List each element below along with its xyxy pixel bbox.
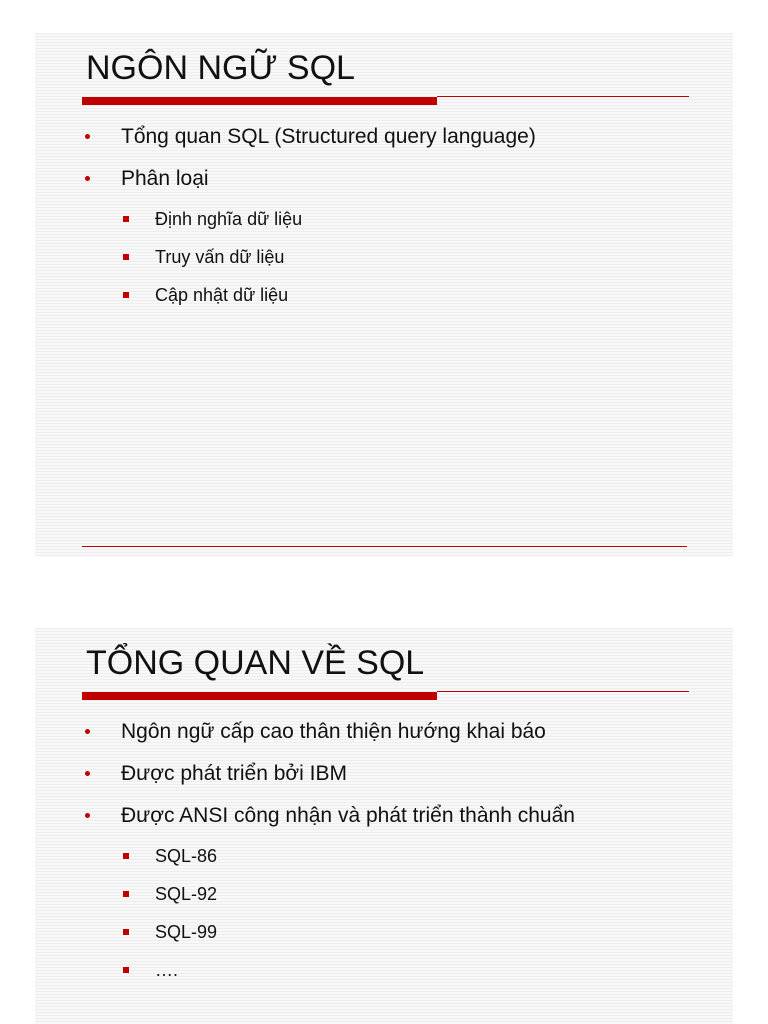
bullet-square-icon xyxy=(123,929,129,935)
bullet-square-icon xyxy=(123,853,129,859)
sub-bullet-item xyxy=(85,958,575,996)
bullet-list xyxy=(85,123,536,321)
bullet-square-icon xyxy=(123,967,129,973)
bullet-text: Được phát triển bởi IBM xyxy=(121,762,348,785)
slide-2 xyxy=(35,628,733,1024)
bullet-text: Ngôn ngữ cấp cao thân thiện hướng khai báo xyxy=(121,720,546,743)
bullet-item xyxy=(85,718,575,760)
bullet-item xyxy=(85,802,575,844)
bullet-dot-icon xyxy=(85,176,90,181)
bullet-dot-icon xyxy=(85,134,90,139)
bullet-text: Định nghĩa dữ liệu xyxy=(155,209,303,229)
slide-title: TỔNG QUAN VỀ SQL xyxy=(86,644,425,682)
sub-bullet-item xyxy=(85,283,536,321)
title-underline-thick xyxy=(82,97,437,105)
bullet-square-icon xyxy=(123,216,129,222)
bullet-item xyxy=(85,760,575,802)
bullet-text: Truy vấn dữ liệu xyxy=(155,247,285,267)
bullet-square-icon xyxy=(123,292,129,298)
slide-1 xyxy=(35,33,733,557)
sub-bullet-item xyxy=(85,920,575,958)
bullet-text: SQL-86 xyxy=(155,846,218,866)
bullet-dot-icon xyxy=(85,771,90,776)
title-underline-thin xyxy=(437,96,689,97)
title-underline-thick xyxy=(82,692,437,700)
sub-bullet-item xyxy=(85,245,536,283)
sub-bullet-item xyxy=(85,844,575,882)
bullet-text: Phân loại xyxy=(121,167,209,190)
bullet-text: SQL-99 xyxy=(155,922,218,942)
bullet-item xyxy=(85,123,536,165)
bullet-dot-icon xyxy=(85,813,90,818)
bullet-square-icon xyxy=(123,891,129,897)
bullet-text: Tổng quan SQL (Structured query language) xyxy=(121,125,536,148)
bullet-list xyxy=(85,718,575,996)
sub-bullet-item xyxy=(85,882,575,920)
bullet-item xyxy=(85,165,536,207)
bullet-text: Cập nhật dữ liệu xyxy=(155,285,289,305)
bullet-dot-icon xyxy=(85,729,90,734)
bullet-text: Được ANSI công nhận và phát triển thành chuẩn xyxy=(121,804,575,827)
title-underline-thin xyxy=(437,691,689,692)
slide-title: NGÔN NGỮ SQL xyxy=(86,49,355,87)
sub-bullet-item xyxy=(85,207,536,245)
bullet-text: …. xyxy=(155,960,179,980)
footer-rule xyxy=(82,546,687,547)
bullet-square-icon xyxy=(123,254,129,260)
bullet-text: SQL-92 xyxy=(155,884,218,904)
